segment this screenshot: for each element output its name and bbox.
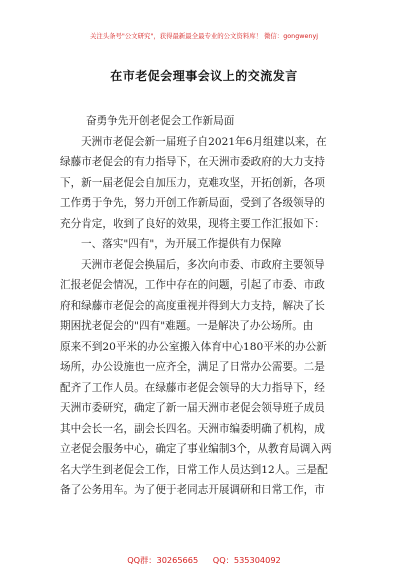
footer-qq-group: QQ群：30265665 — [127, 555, 199, 565]
document-title: 在市老促会理事会议上的交流发言 — [110, 69, 298, 83]
text-line: 天洲市老促会新一届班子自2021年6月组建以来，在 — [81, 135, 327, 148]
page-header-banner — [0, 0, 408, 40]
text-line: 绿藤市老促会的有力指导下，在天洲市委政府的大力支持 — [60, 156, 325, 168]
text-line: 配齐了工作人员。在绿藤市老促会领导的大力指导下，经 — [60, 381, 325, 394]
text-line: 天洲市老促会换届后，多次向市委、市政府主要领导 — [81, 258, 325, 271]
text-line: 其中会长一名，副会长四名。天洲市编委明确了机构，成 — [60, 422, 325, 435]
text-line: 原来不到20平米的办公室搬入体育中心180平米的办公新 — [60, 340, 327, 353]
text-line: 下，新一届老促会自加压力，克难攻坚，开拓创新，各项 — [60, 176, 325, 189]
document-body — [60, 111, 352, 501]
text-line: 备了公务用车。为了便于老同志开展调研和日常工作，市 — [60, 484, 325, 496]
text-line: 工作勇于争先，努力开创工作新局面，受到了各级领导的 — [60, 197, 325, 209]
text-line: 汇报老促会情况，工作中存在的问题，引起了市委、市政 — [60, 279, 325, 291]
paragraph-lines — [60, 132, 352, 501]
text-line: 场所，办公设施也一应齐全，满足了日常办公需要。二是 — [60, 361, 325, 373]
text-line: 期困扰老促会的"四有"难题。一是解决了办公场所。由 — [60, 320, 314, 332]
text-line: 一、落实"四有"，为开展工作提供有力保障 — [81, 238, 282, 250]
text-line: 充分肯定，收到了良好的效果，现将主要工作汇报如下： — [60, 217, 325, 230]
text-line: 名大学生到老促会工作，日常工作人员达到12人。三是配 — [60, 463, 328, 476]
text-line: 立老促会服务中心，确定了事业编制3个，从教育局调入两 — [60, 443, 332, 455]
footer-qq-number: QQ：535304092 — [212, 555, 281, 565]
text-line: 天洲市委研究，确定了新一届天洲市老促会领导班子成员 — [60, 402, 325, 414]
header-promo-text: 关注头条号"公文研究"，获得最新最全最专业的公文资料库！ 微信：gongwenyj — [89, 32, 319, 40]
document-subtitle: 奋勇争先开创老促会工作新局面 — [86, 115, 235, 127]
page-footer — [0, 555, 408, 566]
text-line: 府和绿藤市老促会的高度重视并得到大力支持，解决了长 — [60, 299, 325, 312]
